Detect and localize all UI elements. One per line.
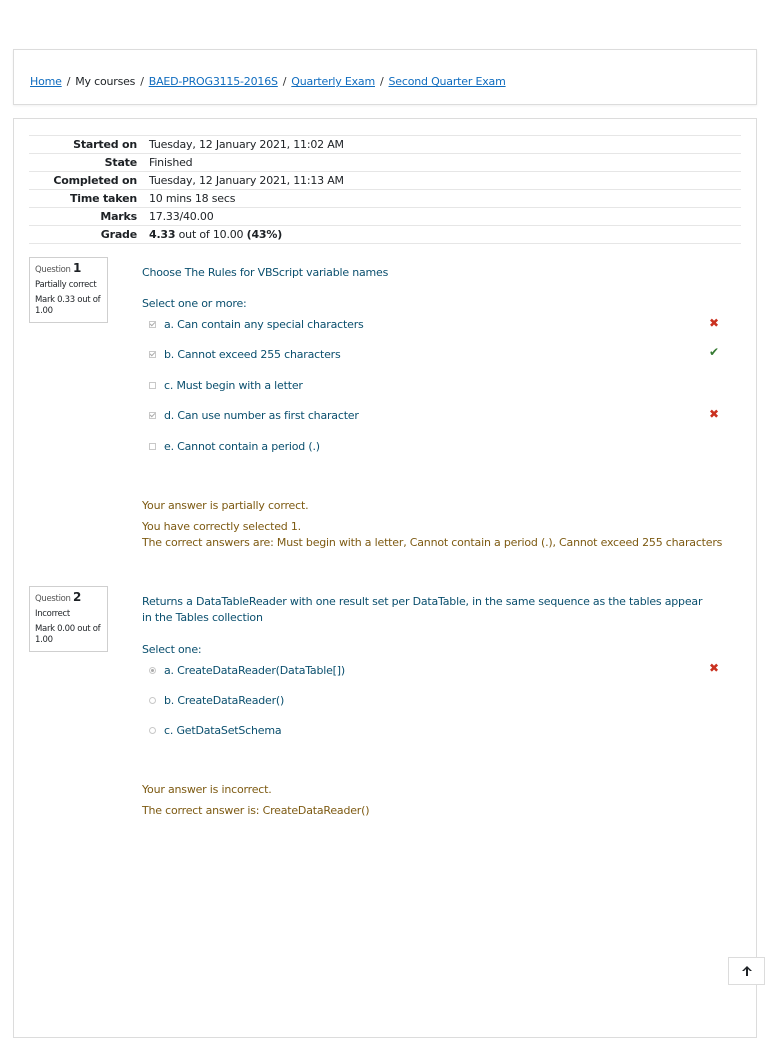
feedback-summary: Your answer is incorrect. bbox=[142, 783, 272, 796]
question-number: 2 bbox=[73, 590, 82, 604]
answer-option-label: c. GetDataSetSchema bbox=[164, 723, 282, 737]
breadcrumb-exam-link[interactable]: Second Quarter Exam bbox=[388, 75, 506, 88]
check-icon: ✔ bbox=[708, 345, 720, 359]
arrow-up-icon bbox=[741, 965, 753, 977]
answer-option-label: b. CreateDataReader() bbox=[164, 693, 285, 707]
question-grade: Mark 0.33 out of 1.00 bbox=[35, 295, 101, 316]
question-label: Question bbox=[35, 265, 71, 275]
quiz-review-region bbox=[13, 118, 757, 1038]
grade-percent: (43%) bbox=[246, 228, 283, 241]
grade-score: 4.33 bbox=[149, 228, 176, 241]
back-to-top-button[interactable] bbox=[728, 957, 765, 985]
summary-value: 10 mins 18 secs bbox=[149, 190, 741, 208]
answer-radio[interactable] bbox=[149, 727, 156, 734]
breadcrumb-my-courses: My courses bbox=[75, 75, 136, 88]
question-info-1 bbox=[29, 257, 108, 323]
answer-option-label: b. Cannot exceed 255 characters bbox=[164, 347, 341, 361]
summary-row-marks bbox=[29, 208, 741, 226]
feedback-detail: You have correctly selected 1. bbox=[142, 520, 301, 533]
correct-answer-text: The correct answers are: Must begin with a letter, Cannot contain a period (.), Cannot exceed 255 characters bbox=[142, 536, 723, 549]
answer-radio[interactable] bbox=[149, 697, 156, 704]
answer-checkbox[interactable] bbox=[149, 382, 156, 389]
answer-checkbox[interactable] bbox=[149, 321, 156, 328]
answer-prompt: Select one: bbox=[142, 643, 202, 656]
cross-icon: ✖ bbox=[708, 316, 720, 330]
answer-checkbox[interactable] bbox=[149, 412, 156, 419]
answer-option bbox=[149, 722, 281, 738]
summary-value: Finished bbox=[149, 154, 741, 172]
summary-value: 17.33/40.00 bbox=[149, 208, 741, 226]
question-number: 1 bbox=[73, 261, 82, 275]
summary-label: Time taken bbox=[29, 190, 149, 208]
summary-label: Marks bbox=[29, 208, 149, 226]
summary-row-time-taken bbox=[29, 190, 741, 208]
answer-option bbox=[149, 407, 359, 423]
question-state: Partially correct bbox=[35, 280, 97, 290]
summary-row-completed bbox=[29, 172, 741, 190]
answer-option-label: a. CreateDataReader(DataTable[]) bbox=[164, 663, 345, 677]
question-text: Choose The Rules for VBScript variable names bbox=[142, 266, 389, 279]
summary-value bbox=[149, 226, 741, 244]
answer-option bbox=[149, 346, 341, 362]
breadcrumb-separator: / bbox=[66, 75, 71, 88]
summary-label: Started on bbox=[29, 136, 149, 154]
correct-answer-text: The correct answer is: CreateDataReader() bbox=[142, 804, 370, 817]
question-grade: Mark 0.00 out of 1.00 bbox=[35, 624, 101, 645]
breadcrumb-separator: / bbox=[379, 75, 384, 88]
question-text: Returns a DataTableReader with one result set per DataTable, in the same sequence as the tables appear in the Tables collection bbox=[142, 595, 703, 624]
breadcrumb bbox=[30, 75, 506, 88]
breadcrumb-course-link[interactable]: BAED-PROG3115-2016S bbox=[148, 75, 278, 88]
summary-value: Tuesday, 12 January 2021, 11:02 AM bbox=[149, 136, 741, 154]
answer-option bbox=[149, 692, 284, 708]
attempt-summary-table bbox=[29, 135, 741, 244]
summary-row-state bbox=[29, 154, 741, 172]
breadcrumb-separator: / bbox=[140, 75, 144, 88]
summary-value: Tuesday, 12 January 2021, 11:13 AM bbox=[149, 172, 741, 190]
answer-option-label: e. Cannot contain a period (.) bbox=[164, 439, 320, 453]
answer-option bbox=[149, 377, 303, 393]
summary-row-started bbox=[29, 136, 741, 154]
answer-checkbox[interactable] bbox=[149, 351, 156, 358]
answer-option-label: a. Can contain any special characters bbox=[164, 317, 364, 331]
answer-option-label: c. Must begin with a letter bbox=[164, 378, 303, 392]
answer-option bbox=[149, 438, 320, 454]
breadcrumb-home-link[interactable]: Home bbox=[30, 75, 62, 88]
summary-label: State bbox=[29, 154, 149, 172]
breadcrumb-category-link[interactable]: Quarterly Exam bbox=[291, 75, 375, 88]
summary-label: Completed on bbox=[29, 172, 149, 190]
answer-option-label: d. Can use number as first character bbox=[164, 408, 359, 422]
answer-checkbox[interactable] bbox=[149, 443, 156, 450]
question-label: Question bbox=[35, 594, 71, 604]
question-state: Incorrect bbox=[35, 609, 70, 619]
breadcrumb-bar bbox=[13, 49, 757, 105]
feedback-summary: Your answer is partially correct. bbox=[142, 499, 309, 512]
summary-label: Grade bbox=[29, 226, 149, 244]
answer-radio[interactable] bbox=[149, 667, 156, 674]
summary-row-grade bbox=[29, 226, 741, 244]
breadcrumb-separator: / bbox=[282, 75, 287, 88]
cross-icon: ✖ bbox=[708, 407, 720, 421]
cross-icon: ✖ bbox=[708, 661, 720, 675]
answer-prompt: Select one or more: bbox=[142, 297, 247, 310]
answer-option bbox=[149, 316, 364, 332]
answer-option bbox=[149, 662, 345, 678]
grade-out-of: out of 10.00 bbox=[178, 228, 244, 241]
question-info-2 bbox=[29, 586, 108, 652]
